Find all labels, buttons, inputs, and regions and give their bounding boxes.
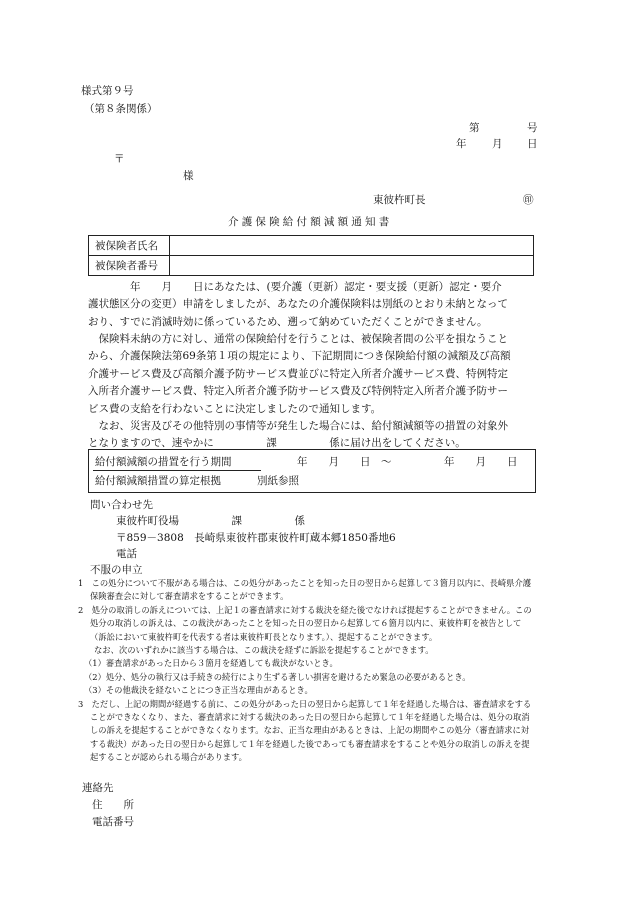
date-year: 年: [456, 138, 467, 150]
doc-number-dai: 第: [469, 122, 480, 134]
appeal-item-3: 3 ただし、上記の期間が経過する前に、この処分があった日の翌日から起算して１年を経過した場合は、審査請求をすることができなくなり、また、審査請求に対する裁決のあった日の翌日から起算して１年を経過した場合は、処分の取消しの訴えを提起することができなくなります。なお、正当な理由があるときは、上記の期間やこの処分（審査請求に対する裁決）があった日の翌日から起算して１年を経過した後であっても審査請求をすることや処分の取消しの訴えを提起することが認められる場合があります。: [78, 698, 532, 763]
body-line: ビス費の支給を行わないことに決定しましたので通知します。: [88, 402, 382, 415]
body-paragraph-3: [88, 418, 540, 453]
appeal-sub-1: （1）審査請求があった日から３箇月を経過しても裁決がないとき。: [84, 658, 338, 669]
body-paragraph-1: [88, 279, 540, 331]
seal-mark: ㊞: [523, 194, 534, 206]
body-line: 介護サービス費及び高額介護予防サービス費並びに特定入所者介護サービス費、特例特定: [88, 367, 508, 380]
insured-number-field: [170, 256, 534, 276]
body-line: から、介護保険法第69条第１項の規定により、下記期間につき保険給付額の減額及び高額: [88, 350, 511, 363]
insured-info-table: [88, 235, 534, 276]
footer-heading: 連絡先: [82, 782, 114, 794]
basis-value: 別紙参照: [257, 475, 299, 487]
appeal-note: なお、次のいずれかに該当する場合は、この裁決を経ずに訴訟を提起することができます。: [94, 645, 434, 656]
body-line: となりますので、速やかに 課 係に届け出をしてください。: [88, 437, 466, 450]
contact-office: 東彼杵町役場 課 係: [116, 515, 305, 527]
body-line: 保険料未納の方に対し、通常の保険給付を行うことは、被保険者間の公平を損なうこと: [88, 333, 508, 345]
appeal-sub-2: （2）処分、処分の執行又は手続きの続行により生ずる著しい損害を避けるため緊急の必要があるとき。: [84, 671, 471, 682]
body-line: 護状態区分の変更）申請をしましたが、あなたの介護保険料は別紙のとおり未納となって: [88, 298, 508, 311]
footer-phone-label: 電話番号: [92, 816, 134, 828]
contact-phone-label: 電話: [116, 548, 137, 560]
period-value: 年 月 日 ～ 年 月 日: [297, 456, 518, 468]
recipient-sama: 様: [183, 170, 194, 182]
appeal-sub-3: （3）その他裁決を経ないことにつき正当な理由があるとき。: [84, 685, 313, 696]
basis-label: 給付額減額措置の算定根拠: [95, 475, 221, 487]
contact-heading: 問い合わせ先: [90, 499, 153, 511]
period-label: 給付額減額の措置を行う期間: [95, 456, 232, 468]
insured-number-label: 被保険者番号: [89, 256, 170, 276]
measures-box: [88, 449, 536, 493]
body-line: 年 月 日にあなたは、(要介護（更新）認定・要支援（更新）認定・要介: [88, 281, 502, 293]
appeal-item-2: 2 処分の取消しの訴えについては、上記１の審査請求に対する裁決を経た後でなければ提起することができません。この処分の取消しの訴えは、この裁決があったことを知った日の翌日から起算して６箇月以内に、東彼杵町を被告として（訴訟において東彼杵町を代表する者は東彼杵町長となります。）、提起することができます。: [78, 604, 532, 642]
form-number: 様式第９号: [81, 85, 134, 97]
doc-number-go: 号: [527, 122, 538, 134]
document-title: 介護保険給付額減額通知書: [228, 216, 393, 228]
contact-address: 〒859－3808 長崎県東彼杵郡東彼杵町蔵本郷1850番地6: [116, 532, 396, 544]
table-row: [89, 236, 534, 256]
body-paragraph-2: [88, 331, 540, 418]
postal-mark: 〒: [114, 153, 125, 165]
issuer-name: 東彼杵町長: [373, 194, 426, 206]
table-row: [89, 256, 534, 276]
underline-divider: [93, 470, 261, 471]
insured-name-label: 被保険者氏名: [89, 236, 170, 256]
body-line: おり、すでに消滅時効に係っているため、遡って納めていただくことができません。: [88, 315, 488, 328]
body-line: 入所者介護サービス費、特定入所者介護予防サービス費及び特例特定入所者介護予防サー: [88, 385, 508, 398]
date-month: 月: [492, 138, 503, 150]
appeal-item-1: 1 この処分について不服がある場合は、この処分があったことを知った日の翌日から起算して３箇月以内に、長崎県介護保険審査会に対して審査請求をすることができます。: [78, 578, 532, 602]
footer-address-label: 住 所: [92, 799, 134, 811]
date-day: 日: [527, 138, 538, 150]
insured-name-field: [170, 236, 534, 256]
body-line: なお、災害及びその他特別の事情等が発生した場合には、給付額減額等の措置の対象外: [88, 420, 508, 432]
article-reference: （第８条関係）: [84, 103, 158, 115]
appeal-section: [78, 577, 534, 765]
appeal-heading: 不服の申立: [90, 564, 143, 576]
